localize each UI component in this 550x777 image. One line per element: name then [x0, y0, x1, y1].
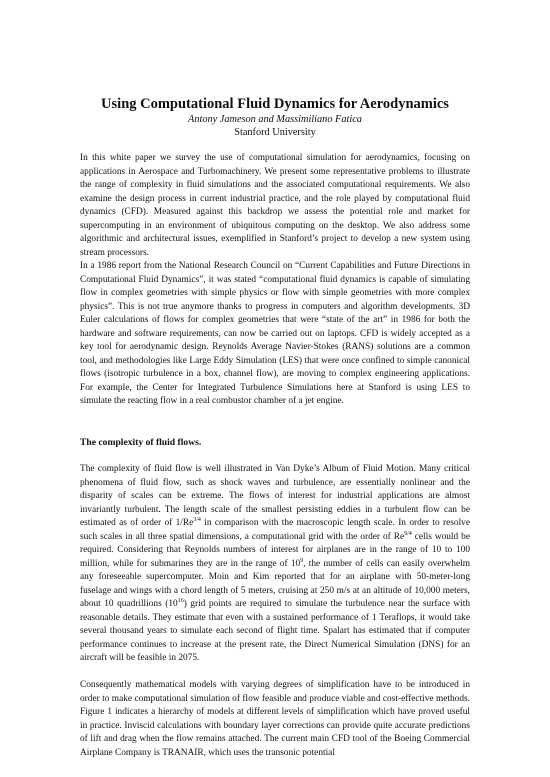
reynolds-exponent-1: 3/4	[193, 516, 201, 523]
grid-points-exponent: 16	[177, 597, 184, 604]
paper-authors: Antony Jameson and Massimiliano Fatica	[188, 114, 362, 125]
abstract-paragraph: In this white paper we survey the use of computational simulation for aerodynamics, focusing on applications in Aerospace and Turbomachinery. We present some representative problems to illustrate the range of complexity in fluid simulations and the associated computational requirements. We also examine the design process in current industrial practice, and the role played by computational fluid dynamics (CFD). Measured against this backdrop we assess the potential role and market for supercomputing in an environment of ubiquitous computing on the desktop. We also address some algorithmic and architectural issues, exemplified in Stanford’s project to develop a new system using stream processors.	[80, 153, 470, 258]
intro-paragraph: In a 1986 report from the National Research Council on “Current Capabilities and Future Directions in Computational Fluid Dynamics”, it was stated “computational fluid dynamics is capable of simulating flow in complex geometries with simple physics or flow with simple geometries with more complex physics”. This is not true anymore thanks to progress in computers and algorithm developments. 3D Euler calculations of flows for complex geometries that were “state of the art” in 1986 for both the hardware and software requirements, can now be carried out on laptops. CFD is widely accepted as a key tool for aerodynamic design. Reynolds Average Navier-Stokes (RANS) solutions are a common tool, and methodologies like Large Eddy Simulation (LES) that were once confined to simple canonical flows (isotropic turbulence in a box, channel flow), are moving to complex engineering applications. For example, the Center for Integrated Turbulence Simulations here at Stanford is using LES to simulate the reacting flow in a real combustor chamber of a jet engine.	[80, 261, 470, 406]
complexity-text-5: ) grid points are required to simulate the turbulence near the surface with reasonable details. They estimate that even with a sustained performance of 1 Teraflops, it would take several thousand years to simulate each second of flight time. Spalart has estimated that if computer performance continues to increase at the present rate, the Direct Numerical Simulation (DNS) for an aircraft will be feasible in 2075.	[80, 599, 470, 663]
section-heading: The complexity of fluid flows.	[80, 437, 202, 448]
complexity-paragraph	[80, 463, 470, 666]
reynolds-exponent-3: 9	[300, 557, 304, 564]
paper-title: Using Computational Fluid Dynamics for Aerodynamics	[101, 96, 449, 112]
complexity-text-1: The complexity of fluid flow is well illustrated in Van Dyke’s Album of Fluid Motion. Many critical phenomena of fluid flow, such as shock waves and turbulence, are essentially nonlinear and the disparity of scales can be extreme. The flows of interest for industrial applications are almost invariantly turbulent. The length scale of the smallest persisting eddies in a turbulent flow can be estimated as of order of 1/Re	[80, 464, 470, 528]
models-paragraph: Consequently mathematical models with varying degrees of simplification have to be introduced in order to make computational simulation of flow feasible and produce viable and cost-effective methods. Figure 1 indicates a hierarchy of models at different levels of simplification which have proved useful in practice. Inviscid calculations with boundary layer corrections can provide quite accurate predictions of lift and drag when the flow remains attached. The current main CFD tool of the Boeing Commercial Airplane Company is TRANAIR, which uses the transonic potential	[80, 680, 470, 758]
complexity-text-4: , the number of cells can easily overwhelm any foreseeable supercomputer. Moin and Kim reported that for an airplane with 50-meter-long fuselage and wings with a chord length of 5 meters, cruising at 250 m/s at an altitude of 10,000 meters, about 10 quadrillions (10	[80, 558, 470, 609]
reynolds-exponent-2: 9/4	[404, 530, 412, 537]
paper-affiliation: Stanford University	[234, 127, 316, 138]
complexity-text-3: cells would be required. Considering that Reynolds numbers of interest for airplanes are in the range of 10 to 100 million, while for submarines they are in the range of 10	[80, 531, 470, 569]
complexity-text-2: in comparison with the macroscopic length scale. In order to resolve such scales in all three spatial dimensions, a computational grid with the order of Re	[80, 518, 470, 542]
